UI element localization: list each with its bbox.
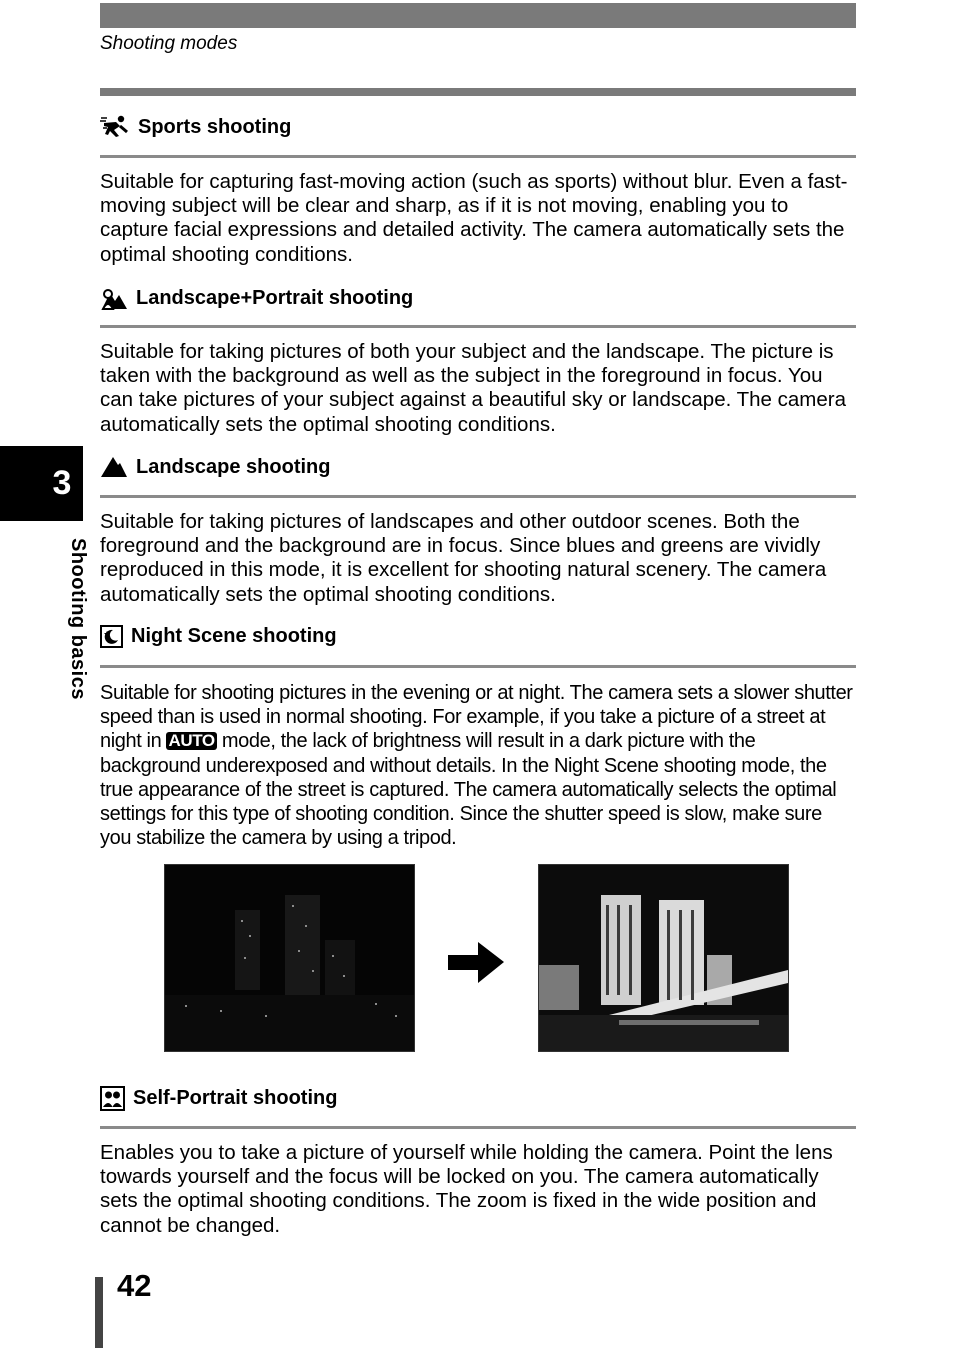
sports-body: Suitable for capturing fast-moving action (such as sports) without blur. Even a fast-moving subject will be clear and sharp, as if it is not moving, enabling you to capture facial expressions and detailed activity. The camera automatically sets the optimal shooting conditions. <box>100 170 848 266</box>
landscape-portrait-icon <box>100 285 128 311</box>
sports-heading <box>100 114 291 140</box>
sports-rule <box>100 155 856 158</box>
night-photo-before <box>164 864 415 1052</box>
self-portrait-body: Enables you to take a picture of yourself while holding the camera. Point the lens towards yourself and the focus will be locked on you. The camera automatically sets the optimal shooting conditions. The zoom is fixed in the wide position and cannot be changed. <box>100 1141 833 1237</box>
landscape-portrait-heading <box>100 285 413 311</box>
sports-title: Sports shooting <box>138 115 292 138</box>
sports-icon <box>100 114 130 140</box>
landscape-portrait-body: Suitable for taking pictures of both your subject and the landscape. The picture is taken with the background as well as the subject in the foreground in focus. You can take pictures of your subject against a beautiful sky or landscape. The camera automatically sets the optimal shooting conditions. <box>100 340 847 436</box>
running-head: Shooting modes <box>100 33 238 54</box>
self-portrait-heading <box>100 1086 337 1111</box>
landscape-title: Landscape shooting <box>136 455 331 478</box>
page-number: 42 <box>117 1268 152 1303</box>
night-scene-title: Night Scene shooting <box>131 625 337 647</box>
night-scene-body-start: Suitable for shooting pictures in the evening or at night. The camera sets a slower shutter speed than is used in normal shooting. For example, if you take a picture of a street at night in <box>100 682 853 753</box>
page-number-bar <box>95 1277 103 1348</box>
landscape-body: Suitable for taking pictures of landscapes and other outdoor scenes. Both the foreground and the background are in focus. Since blues and greens are vividly reproduced in this mode, it is excellent for shooting natural scenery. The camera automatically sets the optimal shooting conditions. <box>100 510 827 606</box>
self-portrait-rule <box>100 1126 856 1129</box>
night-scene-body <box>100 681 856 850</box>
night-scene-icon <box>100 625 123 648</box>
night-scene-body-end: mode, the lack of brightness will result in a dark picture with the background underexposed and without details. In the Night Scene shooting mode, the true appearance of the street is captured. The camera automatically selects the optimal settings for this type of shooting condition. Since the shutter speed is slow, make sure you stabilize the camera by using a tripod. <box>100 730 837 850</box>
night-scene-rule <box>100 665 856 668</box>
landscape-portrait-rule <box>100 325 856 328</box>
chapter-label: Shooting basics <box>67 538 89 700</box>
landscape-heading <box>100 455 330 479</box>
right-arrow-icon <box>446 940 506 990</box>
self-portrait-icon <box>100 1086 125 1111</box>
auto-mode-icon: AUTO <box>168 731 215 751</box>
night-photo-after <box>538 864 789 1052</box>
landscape-rule <box>100 495 856 498</box>
night-scene-heading <box>100 625 337 648</box>
top-bar <box>100 3 856 28</box>
self-portrait-title: Self-Portrait shooting <box>133 1087 338 1109</box>
chapter-number: 3 <box>52 464 72 502</box>
landscape-icon <box>100 455 128 479</box>
landscape-portrait-title: Landscape+Portrait shooting <box>136 286 414 309</box>
section-bar <box>100 88 856 96</box>
